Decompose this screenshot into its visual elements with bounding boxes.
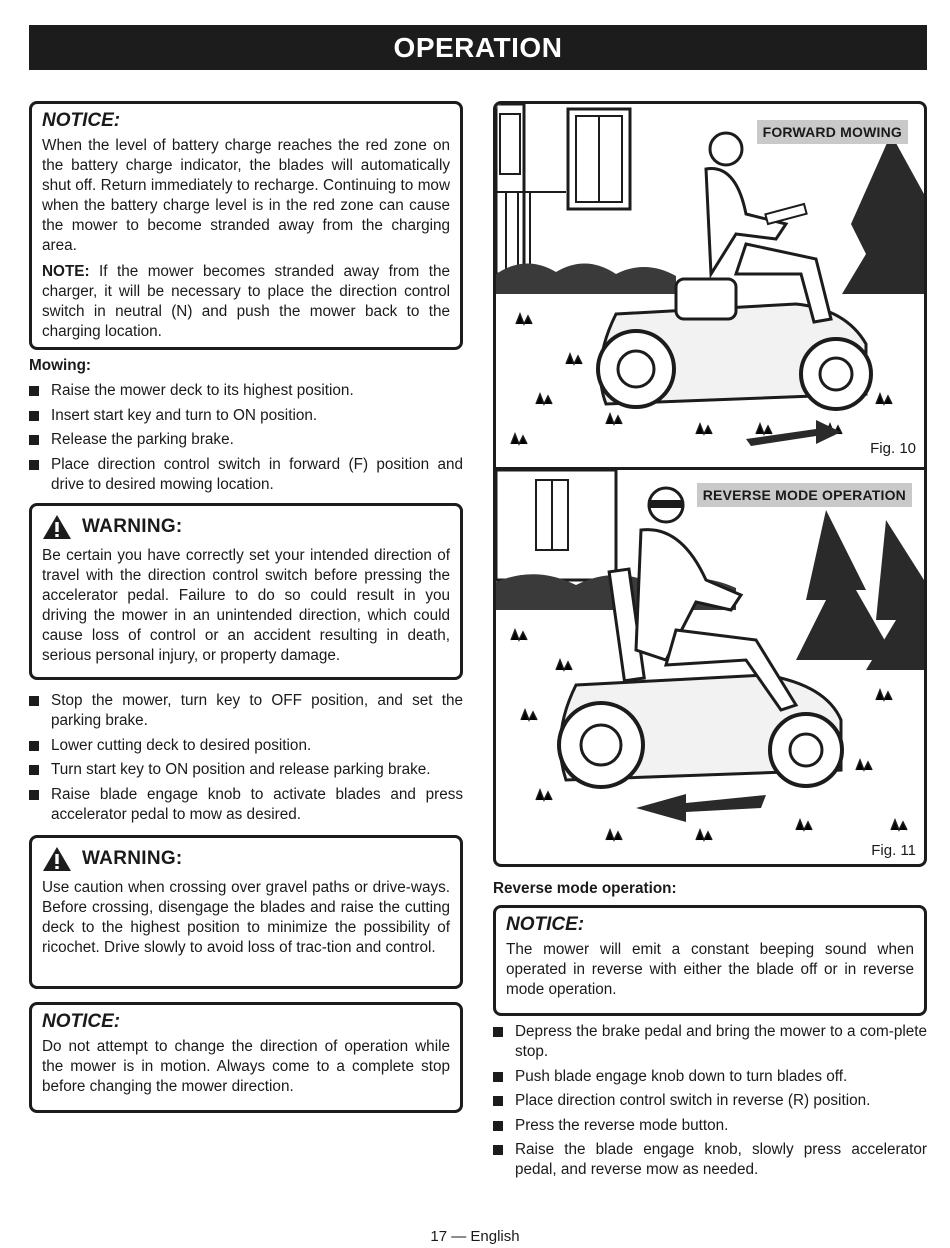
- forward-mowing-illustration: [496, 104, 924, 467]
- notice-title: NOTICE:: [42, 110, 121, 131]
- note-label: NOTE:: [42, 263, 90, 280]
- bullet-square-icon: [29, 386, 39, 396]
- bullet-square-icon: [493, 1096, 503, 1106]
- list-item: [29, 760, 463, 780]
- bullet-square-icon: [29, 460, 39, 470]
- warning-title: WARNING:: [82, 848, 183, 869]
- notice-title: NOTICE:: [42, 1011, 121, 1032]
- warning-direction-box: [29, 503, 463, 680]
- bullet-square-icon: [29, 696, 39, 706]
- figure-forward-mowing: [496, 104, 924, 467]
- page-title: OPERATION: [393, 31, 563, 63]
- reverse-steps-list: [493, 1022, 927, 1185]
- notice-battery-box: [29, 101, 463, 350]
- figure-reverse-mode: [496, 470, 924, 864]
- mowing-heading: Mowing:: [29, 357, 92, 374]
- list-item: [29, 691, 463, 731]
- list-item: [493, 1091, 927, 1111]
- list-item-text: Insert start key and turn to ON position.: [51, 406, 318, 424]
- warning-title-row: [42, 846, 450, 872]
- notice-text: When the level of battery charge reaches the red zone on the battery charge indicator, the blades will automatically shut off. Return immediately to recharge. Continuing to mow when the battery charge level is in the red zone can cause the mower to become stranded away from the charging area.: [42, 137, 450, 254]
- list-item: [493, 1116, 927, 1136]
- list-item: [493, 1067, 927, 1087]
- bullet-square-icon: [29, 765, 39, 775]
- notice-direction-change-box: [29, 1002, 463, 1113]
- warning-text: Be certain you have correctly set your intended direction of travel with the direction control switch before pressing the accelerator pedal. Failure to do so could result in you driving the mower in an unintended direction, which could cause loss of control or an accident resulting in death, serious personal injury, or property damage.: [42, 547, 450, 664]
- figure-caption: Fig. 11: [871, 842, 916, 859]
- list-item-text: Press the reverse mode button.: [515, 1116, 729, 1134]
- warning-text: Use caution when crossing over gravel paths or drive-ways. Before crossing, disengage the blades and raise the cutting deck to the highest position to minimize the possibility of ricochet. Drive slowly to avoid loss of trac-tion and control.: [42, 879, 450, 956]
- list-item: [29, 430, 463, 450]
- list-item: [29, 381, 463, 401]
- bullet-square-icon: [493, 1027, 503, 1037]
- list-item: [29, 406, 463, 426]
- list-item-text: Place direction control switch in forward (F) position and drive to desired mowing location.: [51, 455, 463, 493]
- note-text: If the mower becomes stranded away from the charger, it will be necessary to place the direction control switch in neutral (N) and push the mower back to the charging location.: [42, 263, 450, 340]
- figures-frame: [493, 101, 927, 867]
- list-item: [29, 455, 463, 495]
- warning-triangle-icon: [42, 514, 72, 540]
- list-item-text: Place direction control switch in reverse (R) position.: [515, 1092, 871, 1109]
- bullet-square-icon: [29, 411, 39, 421]
- list-item: [493, 1140, 927, 1180]
- list-item-text: Lower cutting deck to desired position.: [51, 736, 312, 754]
- list-item-text: Turn start key to ON position and release parking brake.: [51, 761, 431, 778]
- reverse-mode-illustration: [496, 470, 924, 864]
- reverse-mode-tag: REVERSE MODE OPERATION: [697, 483, 912, 507]
- warning-title: WARNING:: [82, 516, 183, 537]
- page-footer: 17 — English: [430, 1228, 520, 1245]
- warning-title-row: [42, 514, 450, 540]
- notice-title: NOTICE:: [506, 914, 585, 935]
- list-item-text: Depress the brake pedal and bring the mower to a com-plete stop.: [515, 1023, 927, 1060]
- list-item-text: Raise blade engage knob to activate blades and press accelerator pedal to mow as desired.: [51, 785, 463, 823]
- warning-triangle-icon: [42, 846, 72, 872]
- bullet-square-icon: [493, 1121, 503, 1131]
- reverse-mode-heading: Reverse mode operation:: [493, 880, 677, 897]
- mowing-steps-list-1: [29, 381, 463, 499]
- warning-gravel-box: [29, 835, 463, 989]
- bullet-square-icon: [493, 1145, 503, 1155]
- list-item-text: Raise the mower deck to its highest position.: [51, 382, 354, 399]
- bullet-square-icon: [29, 790, 39, 800]
- bullet-square-icon: [29, 741, 39, 751]
- list-item-text: Push blade engage knob down to turn blades off.: [515, 1067, 848, 1085]
- notice-reverse-box: [493, 905, 927, 1016]
- figure-caption: Fig. 10: [870, 440, 916, 457]
- list-item-text: Raise the blade engage knob, slowly press accelerator pedal, and reverse mow as needed.: [515, 1141, 927, 1178]
- note-paragraph: [42, 262, 450, 342]
- bullet-square-icon: [493, 1072, 503, 1082]
- list-item: [29, 785, 463, 825]
- list-item: [29, 736, 463, 756]
- page-title-bar: [29, 25, 927, 70]
- notice-text: Do not attempt to change the direction of operation while the mower is in motion. Always come to a complete stop before changing the mower direction.: [42, 1038, 450, 1095]
- bullet-square-icon: [29, 435, 39, 445]
- mowing-steps-list-2: [29, 691, 463, 829]
- list-item-text: Stop the mower, turn key to OFF position, and set the parking brake.: [51, 692, 463, 729]
- list-item: [493, 1022, 927, 1062]
- notice-text: The mower will emit a constant beeping sound when operated in reverse with either the blade off or in reverse mode operation.: [506, 941, 914, 998]
- forward-mowing-tag: FORWARD MOWING: [757, 120, 908, 144]
- list-item-text: Release the parking brake.: [51, 431, 234, 448]
